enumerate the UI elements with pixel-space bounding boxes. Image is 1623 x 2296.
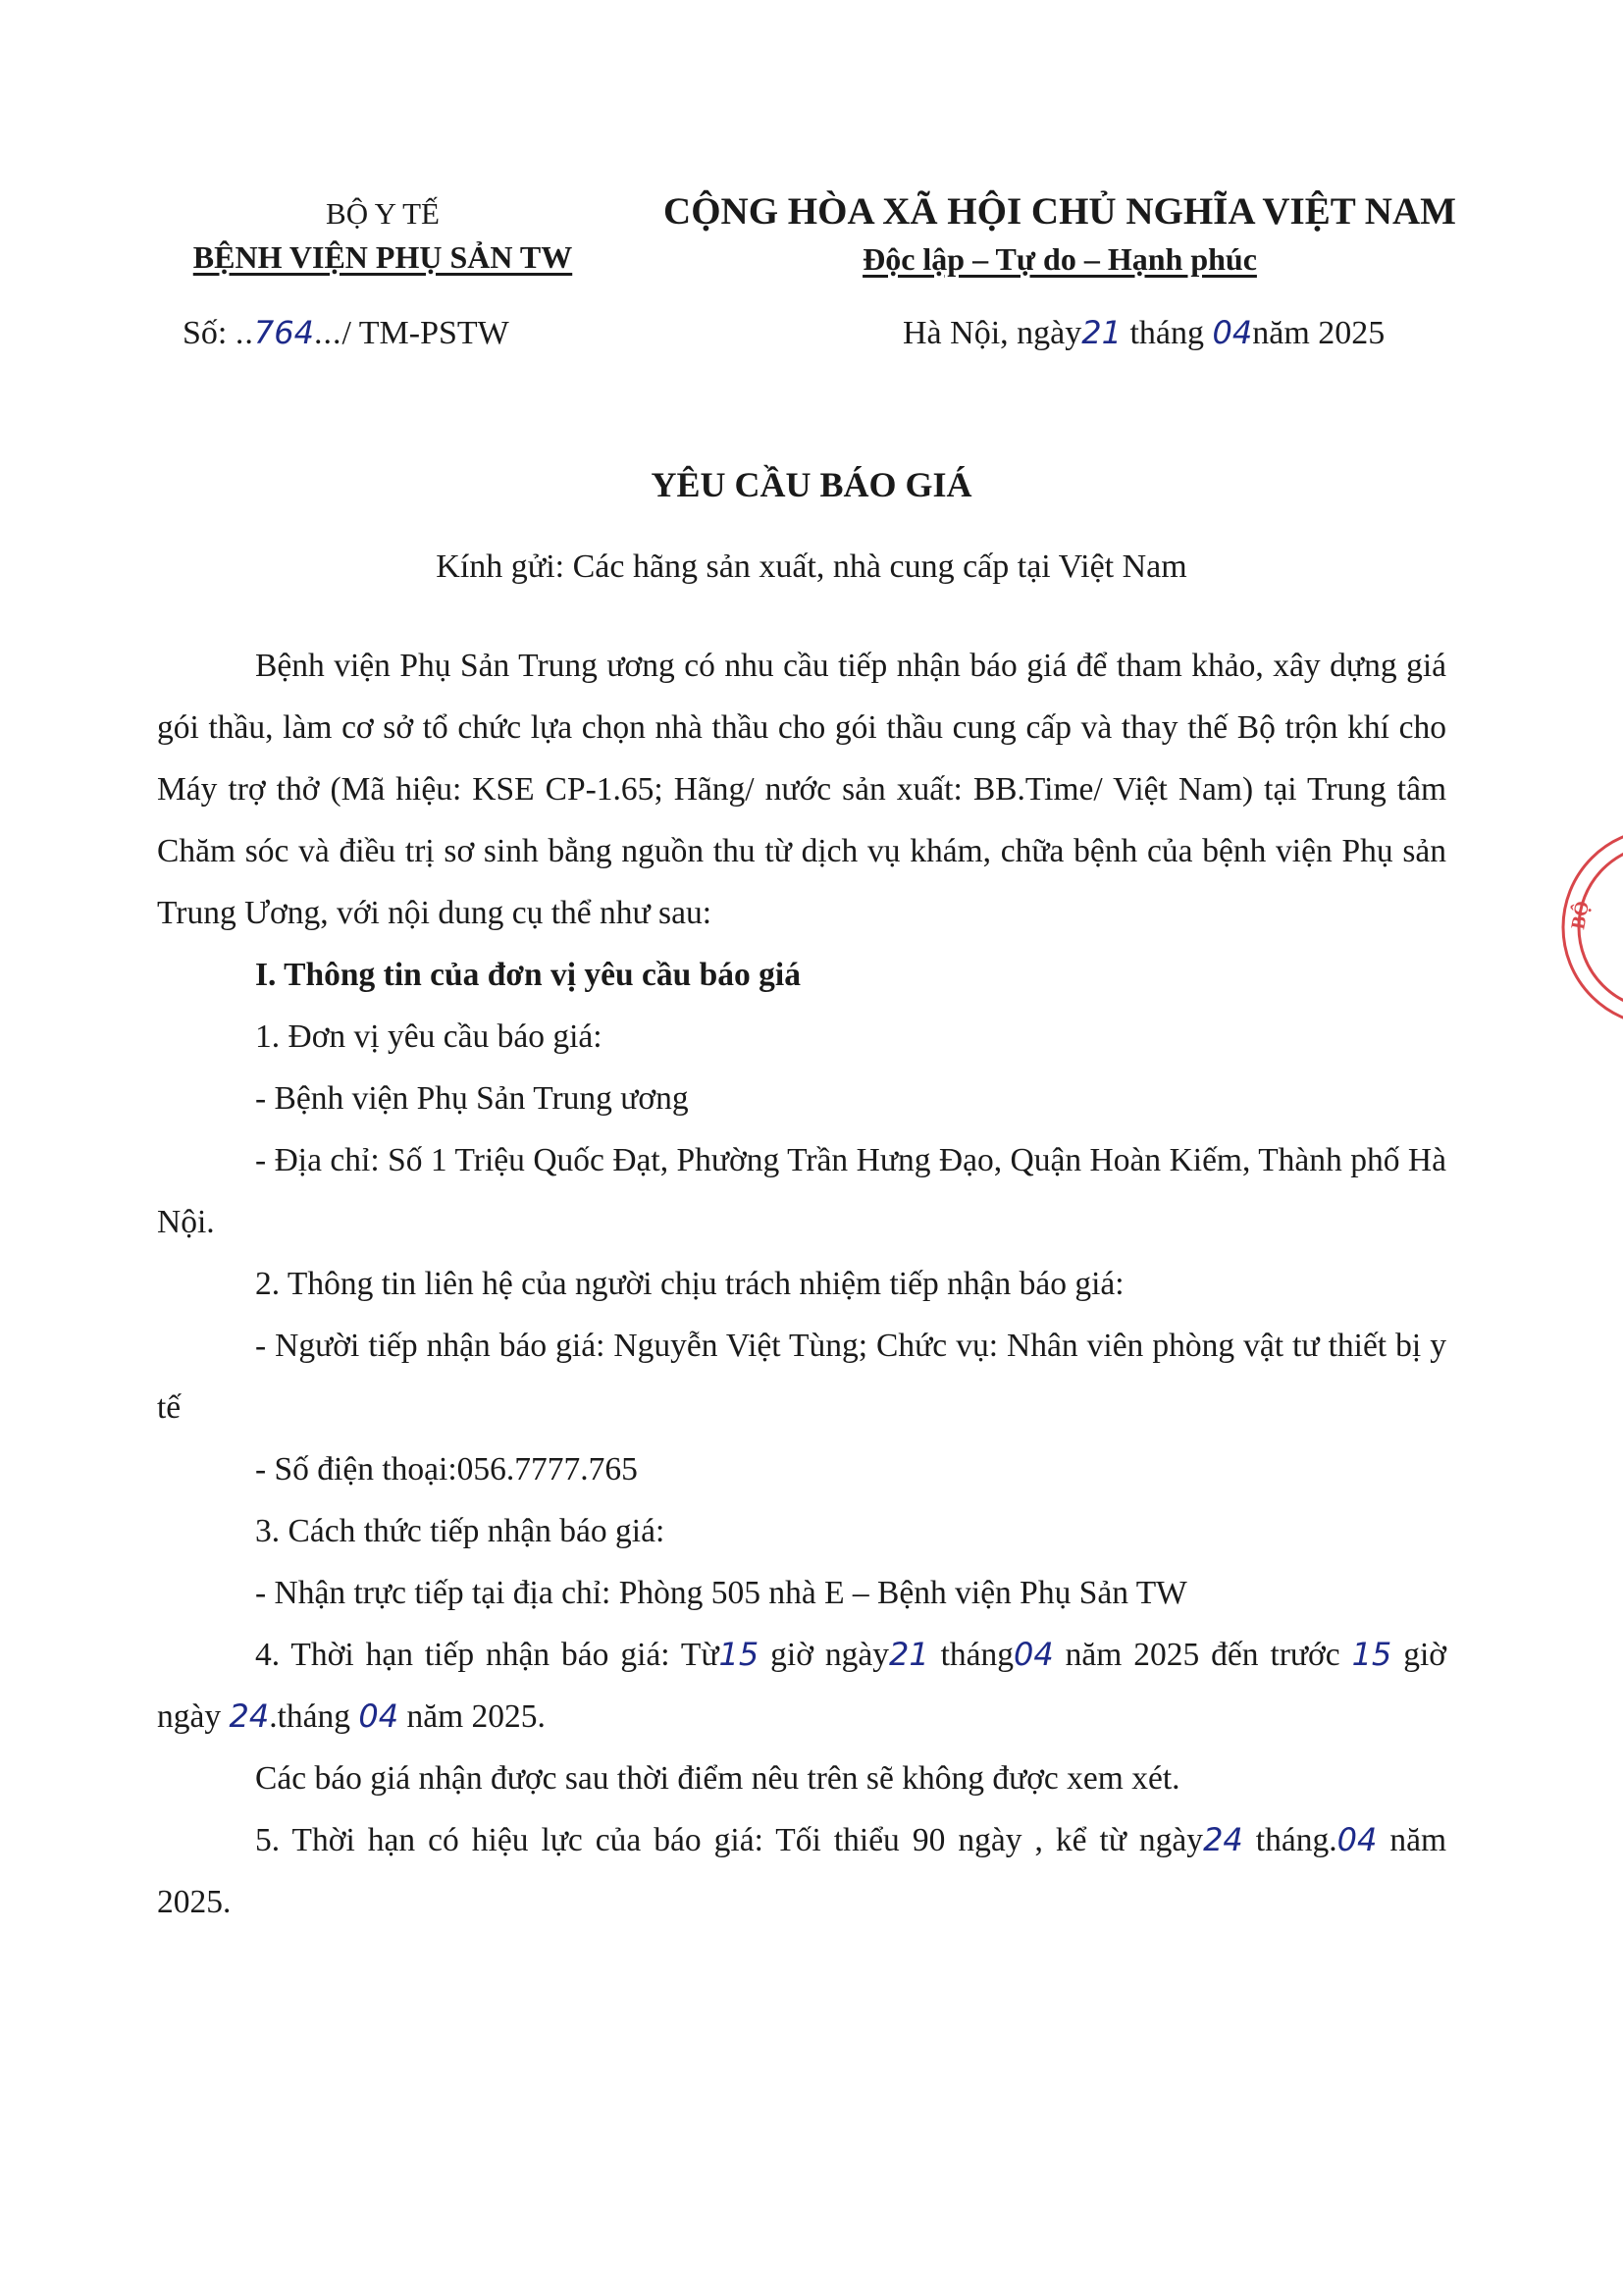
deadline-to-hour: 15 xyxy=(1351,1636,1392,1673)
deadline-text-6: .tháng xyxy=(269,1698,359,1735)
deadline-to-month: 04 xyxy=(358,1697,399,1735)
ministry-name: BỘ Y TẾ xyxy=(326,196,440,231)
date-day-handwritten: 21 xyxy=(1081,314,1122,351)
intro-paragraph: Bệnh viện Phụ Sản Trung ương có nhu cầu tiếp nhận báo giá để tham khảo, xây dựng giá gói thầu, làm cơ sở tổ chức lựa chọn nhà thầu cho gói thầu cung cấp và thay thế Bộ trộn khí cho Máy trợ thở (Mã hiệu: KSE CP-1.65; Hãng/ nước sản xuất: BB.Time/ Việt Nam) tại Trung tâm Chăm sóc và điều trị sơ sinh bằng nguồn thu từ dịch vụ khám, chữa bệnh của bệnh viện Phụ sản Trung Ương, với nội dung cụ thể như sau: xyxy=(157,648,1446,931)
deadline-text-5: giờ ngày xyxy=(157,1637,1446,1735)
item-4-deadline xyxy=(157,1624,1446,1748)
date-prefix: Hà Nội, ngày xyxy=(903,315,1082,351)
national-motto: Độc lập – Tự do – Hạnh phúc xyxy=(863,241,1257,277)
deadline-to-day: 24 xyxy=(229,1697,270,1735)
doc-number-prefix: Số: xyxy=(183,315,236,351)
item-2-heading: 2. Thông tin liên hệ của người chịu trách nhiệm tiếp nhận báo giá: xyxy=(255,1266,1125,1302)
receive-method: - Nhận trực tiếp tại địa chỉ: Phòng 505 nhà E – Bệnh viện Phụ Sản TW xyxy=(255,1575,1187,1611)
deadline-from-day: 21 xyxy=(888,1636,929,1673)
deadline-text-2: giờ ngày xyxy=(759,1637,889,1673)
date-month-handwritten: 04 xyxy=(1212,314,1253,351)
item-5-validity xyxy=(157,1809,1446,1933)
section-heading: I. Thông tin của đơn vị yêu cầu báo giá xyxy=(255,957,801,993)
contact-phone: - Số điện thoại:056.7777.765 xyxy=(255,1451,638,1487)
deadline-text-3: tháng xyxy=(928,1637,1015,1673)
hospital-name: BỆNH VIỆN PHỤ SẢN TW xyxy=(192,239,573,275)
document-title: YÊU CẦU BÁO GIÁ xyxy=(651,465,972,504)
item-1-heading: 1. Đơn vị yêu cầu báo giá: xyxy=(255,1018,602,1055)
deadline-text-7: năm 2025. xyxy=(398,1698,546,1735)
deadline-from-month: 04 xyxy=(1014,1636,1054,1673)
national-header xyxy=(648,186,1472,281)
stamp-text: BỘ xyxy=(1567,899,1594,931)
validity-text-1: 5. Thời hạn có hiệu lực của báo giá: Tối thiểu 90 ngày , kể từ ngày xyxy=(255,1822,1204,1858)
validity-text-2: tháng. xyxy=(1242,1822,1337,1858)
deadline-text-4: năm 2025 đến trước xyxy=(1053,1637,1352,1673)
validity-day: 24 xyxy=(1203,1821,1243,1858)
document-number: Số: ..764.../ TM-PSTW xyxy=(183,314,509,351)
late-notice: Các báo giá nhận được sau thời điểm nêu trên sẽ không được xem xét. xyxy=(255,1760,1180,1797)
republic-title: CỘNG HÒA XÃ HỘI CHỦ NGHĨA VIỆT NAM xyxy=(663,190,1456,233)
validity-text-3: năm 2025. xyxy=(157,1822,1446,1920)
contact-person: - Người tiếp nhận báo giá: Nguyễn Việt Tùng; Chức vụ: Nhân viên phòng vật tư thiết bị y tế xyxy=(157,1328,1446,1426)
date-month-label: tháng xyxy=(1129,315,1205,351)
salutation: Kính gửi: Các hãng sản xuất, nhà cung cấp tại Việt Nam xyxy=(436,548,1187,585)
issuer-block xyxy=(147,192,618,279)
doc-number-handwritten: 764 xyxy=(253,314,314,351)
validity-month: 04 xyxy=(1336,1821,1378,1858)
document-date xyxy=(903,312,1385,354)
deadline-text-1: 4. Thời hạn tiếp nhận báo giá: Từ xyxy=(255,1637,719,1673)
deadline-from-hour: 15 xyxy=(718,1636,759,1673)
item-3-heading: 3. Cách thức tiếp nhận báo giá: xyxy=(255,1513,665,1549)
date-year: năm 2025 xyxy=(1252,315,1386,351)
unit-address: - Địa chỉ: Số 1 Triệu Quốc Đạt, Phường Trần Hưng Đạo, Quận Hoàn Kiếm, Thành phố Hà Nội. xyxy=(157,1142,1446,1240)
unit-name: - Bệnh viện Phụ Sản Trung ương xyxy=(255,1080,689,1117)
document-body xyxy=(157,635,1446,1933)
official-stamp xyxy=(1558,814,1623,1040)
doc-number-suffix: / TM-PSTW xyxy=(341,315,509,351)
